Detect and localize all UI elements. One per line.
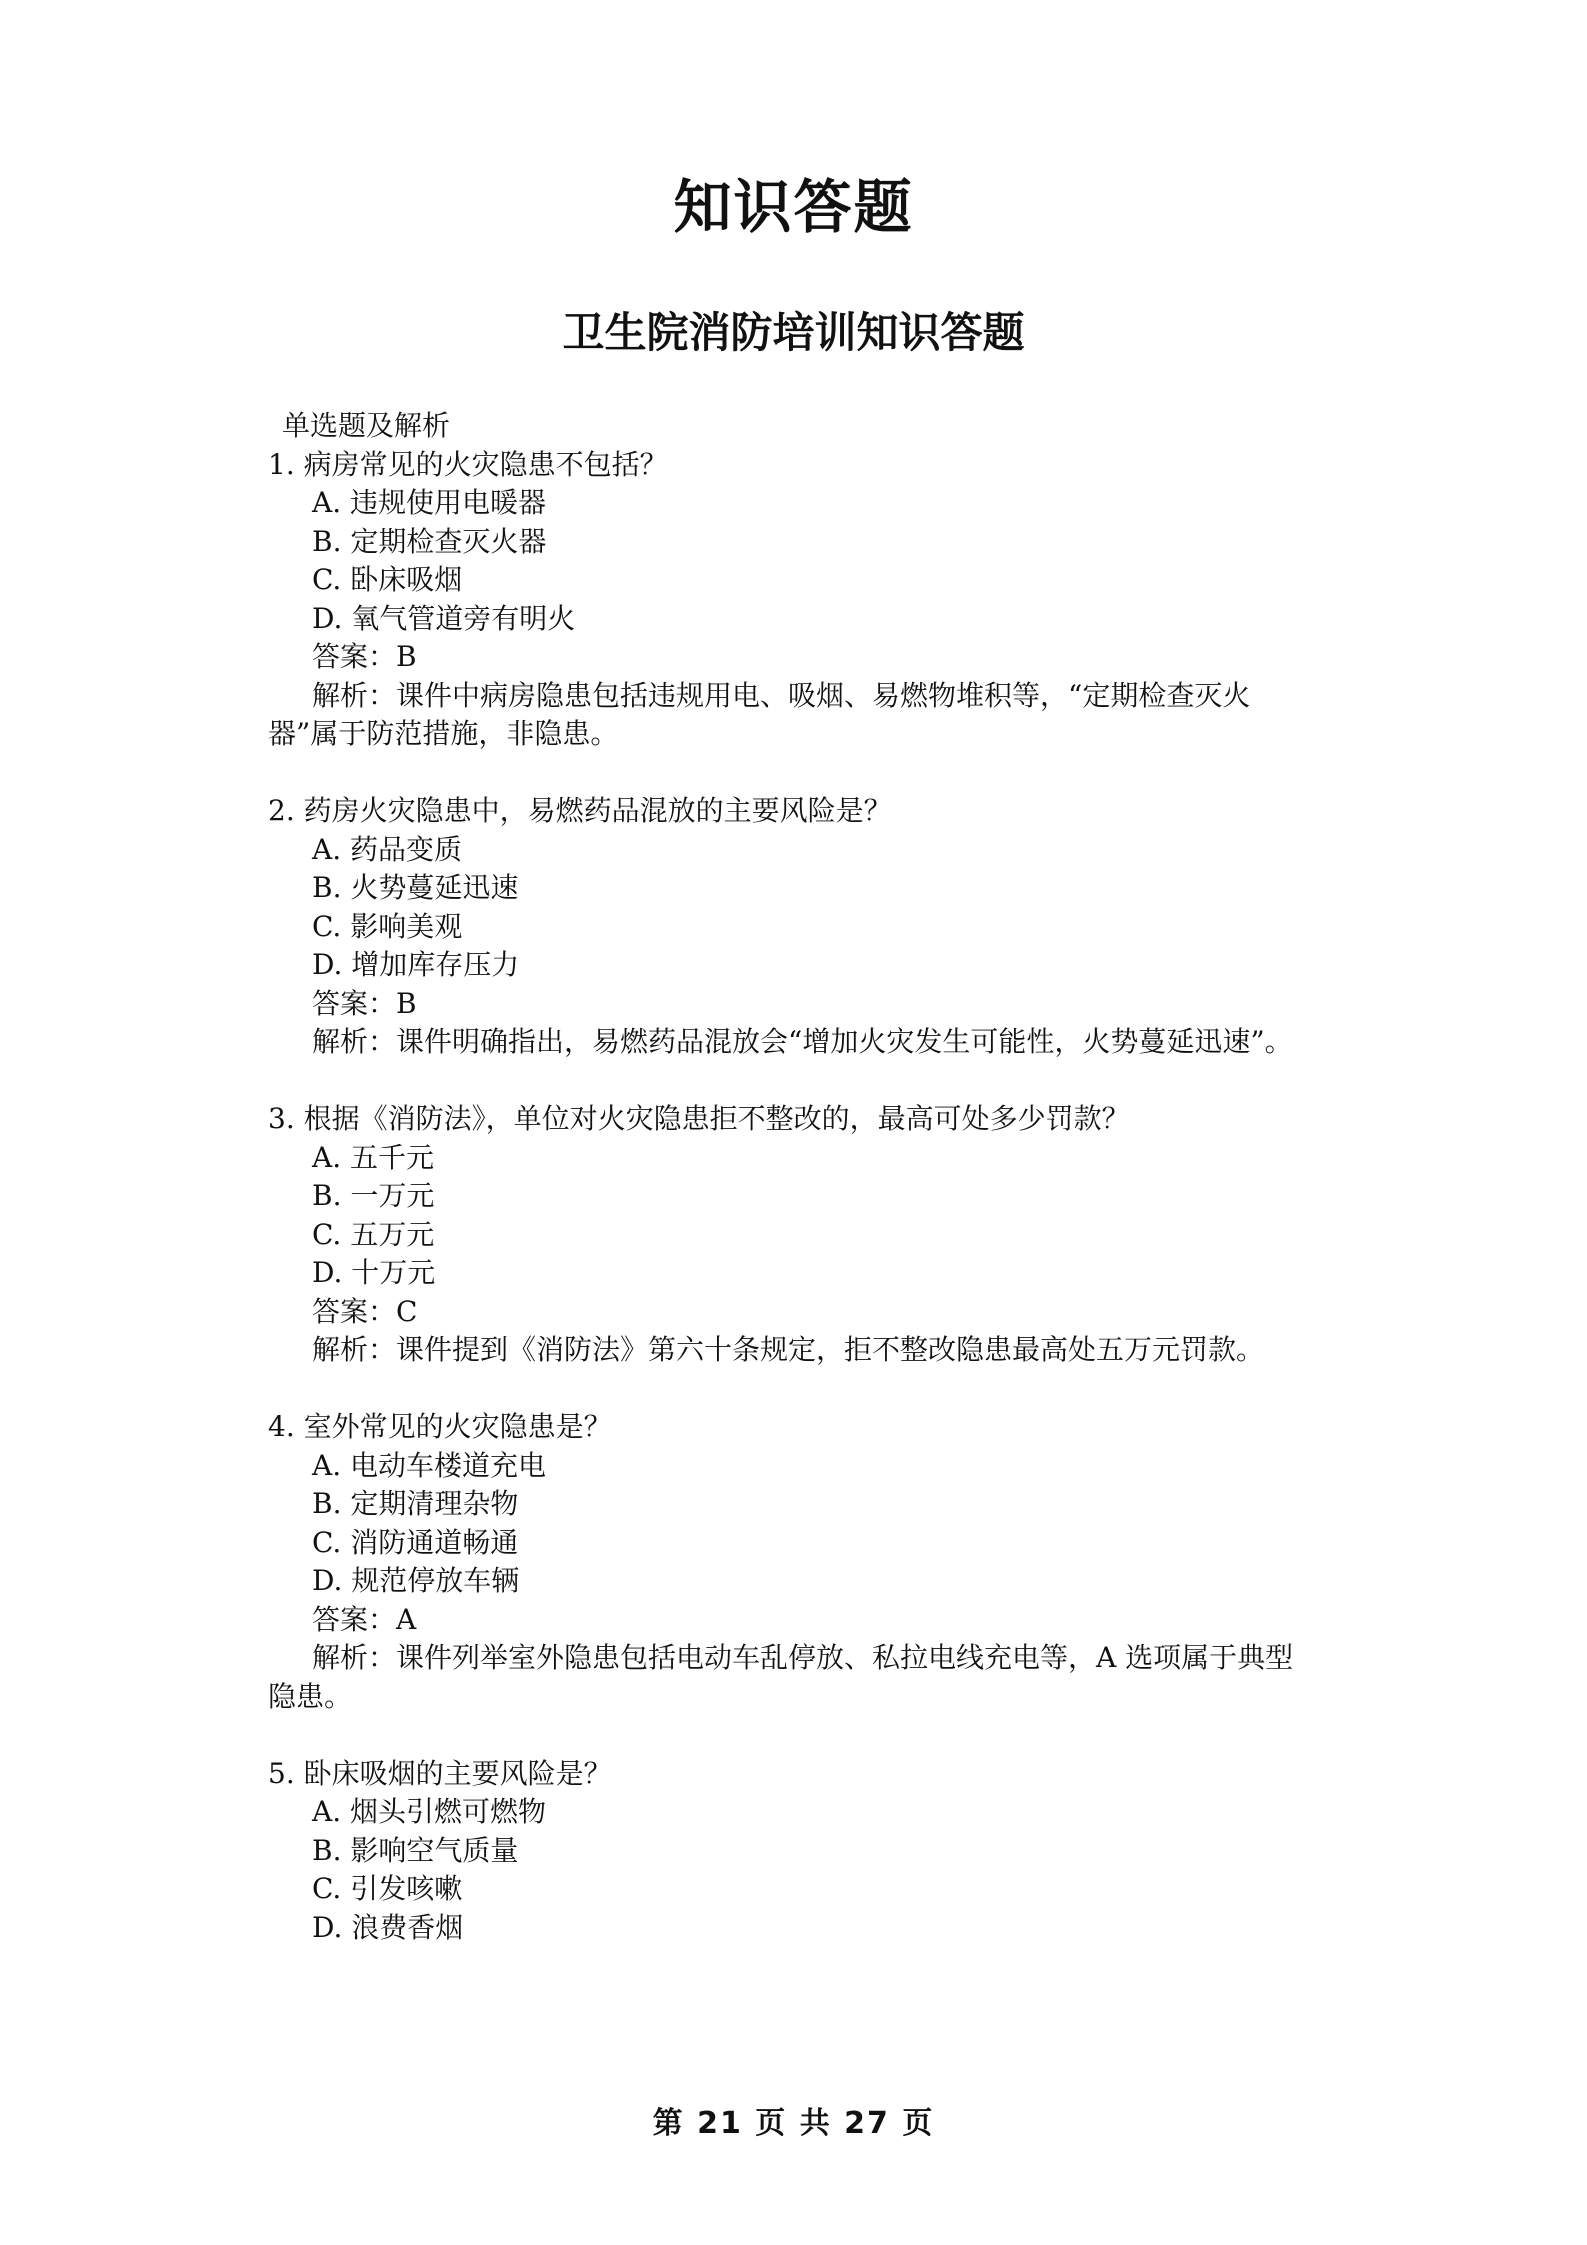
option-d: D. 浪费香烟 [312, 1910, 464, 1944]
question-block [268, 446, 1308, 754]
option-d: D. 十万元 [312, 1256, 436, 1289]
option-b: B. 影响空气质量 [312, 1833, 519, 1867]
option-a: A. 五千元 [312, 1140, 435, 1174]
answer-text: 答案：A [312, 1602, 417, 1636]
option-b: B. 一万元 [312, 1179, 435, 1212]
question-text: 4. 室外常见的火灾隐患是？ [268, 1410, 612, 1443]
section-label: 单选题及解析 [282, 409, 451, 442]
explanation-text: 解析：课件提到《消防法》第六十条规定，拒不整改隐患最高处五万元罚款。 [312, 1333, 1265, 1366]
option-c: C. 引发咳嗽 [312, 1872, 463, 1905]
answer-text: 答案：B [312, 640, 417, 673]
spacer [268, 1370, 1308, 1409]
option-b: B. 定期检查灭火器 [312, 524, 547, 558]
answer-text: 答案：C [312, 1294, 418, 1328]
spacer [268, 1062, 1308, 1101]
option-d: D. 氧气管道旁有明火 [312, 601, 576, 635]
option-c: C. 影响美观 [312, 909, 463, 943]
question-block [268, 1408, 1308, 1716]
option-b: B. 定期清理杂物 [312, 1487, 519, 1520]
explanation-text: 解析：课件明确指出，易燃药品混放会“增加火灾发生可能性，火势蔓延迅速”。 [312, 1025, 1293, 1058]
option-a: A. 违规使用电暖器 [312, 486, 547, 519]
question-text: 3. 根据《消防法》，单位对火灾隐患拒不整改的，最高可处多少罚款？ [268, 1102, 1130, 1135]
option-a: A. 电动车楼道充电 [312, 1448, 547, 1482]
spacer [268, 1716, 1308, 1755]
question-text: 1. 病房常见的火灾隐患不包括？ [268, 447, 668, 481]
option-a: A. 烟头引燃可燃物 [312, 1795, 547, 1828]
option-b: B. 火势蔓延迅速 [312, 871, 519, 904]
option-a: A. 药品变质 [312, 832, 463, 866]
question-block [268, 1755, 1308, 1948]
question-block [268, 1100, 1308, 1370]
explanation-text: 解析：课件中病房隐患包括违规用电、吸烟、易燃物堆积等，“定期检查灭火器”属于防范措施，非隐患。 [268, 678, 1251, 750]
option-c: C. 卧床吸烟 [312, 563, 463, 596]
page-number: 第 21 页 共 27 页 [652, 2106, 935, 2141]
question-block [268, 792, 1308, 1062]
answer-text: 答案：B [312, 986, 417, 1020]
spacer [268, 754, 1308, 793]
explanation-text: 解析：课件列举室外隐患包括电动车乱停放、私拉电线充电等，A 选项属于典型隐患。 [268, 1641, 1294, 1713]
option-c: C. 五万元 [312, 1217, 435, 1251]
question-text: 5. 卧床吸烟的主要风险是？ [268, 1756, 612, 1790]
question-text: 2. 药房火灾隐患中，易燃药品混放的主要风险是？ [268, 794, 892, 827]
page-subtitle: 卫生院消防培训知识答题 [562, 308, 1025, 357]
option-c: C. 消防通道畅通 [312, 1525, 519, 1559]
page-title: 知识答题 [673, 173, 914, 241]
quiz-content [268, 407, 1308, 1947]
option-d: D. 规范停放车辆 [312, 1564, 520, 1597]
option-d: D. 增加库存压力 [312, 948, 520, 981]
